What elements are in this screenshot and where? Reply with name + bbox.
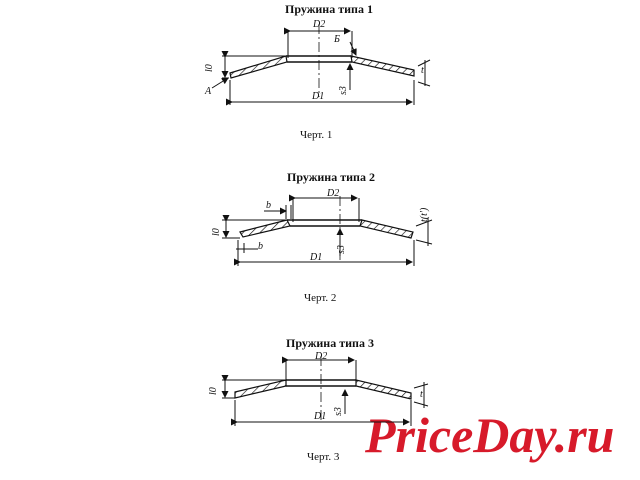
- figure-3-s3-label: s3: [333, 407, 344, 416]
- figure-1-l0-label: l0: [204, 64, 215, 72]
- figure-2-b-top-label: b: [266, 200, 271, 211]
- figure-2-right-section: [360, 220, 413, 238]
- figure-2-d2-label: D2: [327, 188, 340, 199]
- figure-1-caption: Черт. 1: [300, 129, 333, 141]
- figure-1-d2-label: D2: [313, 19, 326, 30]
- figure-1-b-label: Б: [334, 34, 340, 45]
- figure-3-left-section: [235, 380, 286, 398]
- figure-3-d1-label: D1: [314, 411, 327, 422]
- figure-3-l0-label: l0: [208, 387, 219, 395]
- figure-2-left-section: [240, 220, 290, 237]
- figure-1-s3-label: s3: [338, 86, 349, 95]
- figure-1-drawing: [204, 19, 430, 105]
- figure-3-caption: Черт. 3: [307, 451, 340, 463]
- figure-2-caption: Черт. 2: [304, 292, 337, 304]
- figure-1-right-section: [351, 56, 414, 76]
- figure-3-right-section: [356, 380, 411, 399]
- figure-2-t-label: t(t'): [419, 207, 430, 222]
- figure-3-t-label: t: [420, 389, 423, 400]
- figure-2-drawing: [211, 188, 432, 266]
- figure-2-l0-label: l0: [211, 228, 222, 236]
- figure-3-d2-label: D2: [315, 351, 328, 362]
- figure-1-d1-label: D1: [312, 91, 325, 102]
- figure-2-title: Пружина типа 2: [287, 170, 375, 184]
- figure-1-title: Пружина типа 1: [285, 2, 373, 16]
- figure-2-d1-label: D1: [310, 252, 323, 263]
- figure-2-b-bottom-label: b: [258, 241, 263, 252]
- figure-3-drawing: [208, 351, 428, 426]
- figure-1-left-section: [230, 56, 287, 78]
- figure-3-title: Пружина типа 3: [286, 336, 374, 350]
- priceday-watermark: PriceDay.ru: [365, 407, 615, 463]
- figure-2-s3-label: s3: [336, 245, 347, 254]
- figure-1-t-label: t: [421, 65, 424, 76]
- figure-1-a-label: A: [205, 86, 212, 97]
